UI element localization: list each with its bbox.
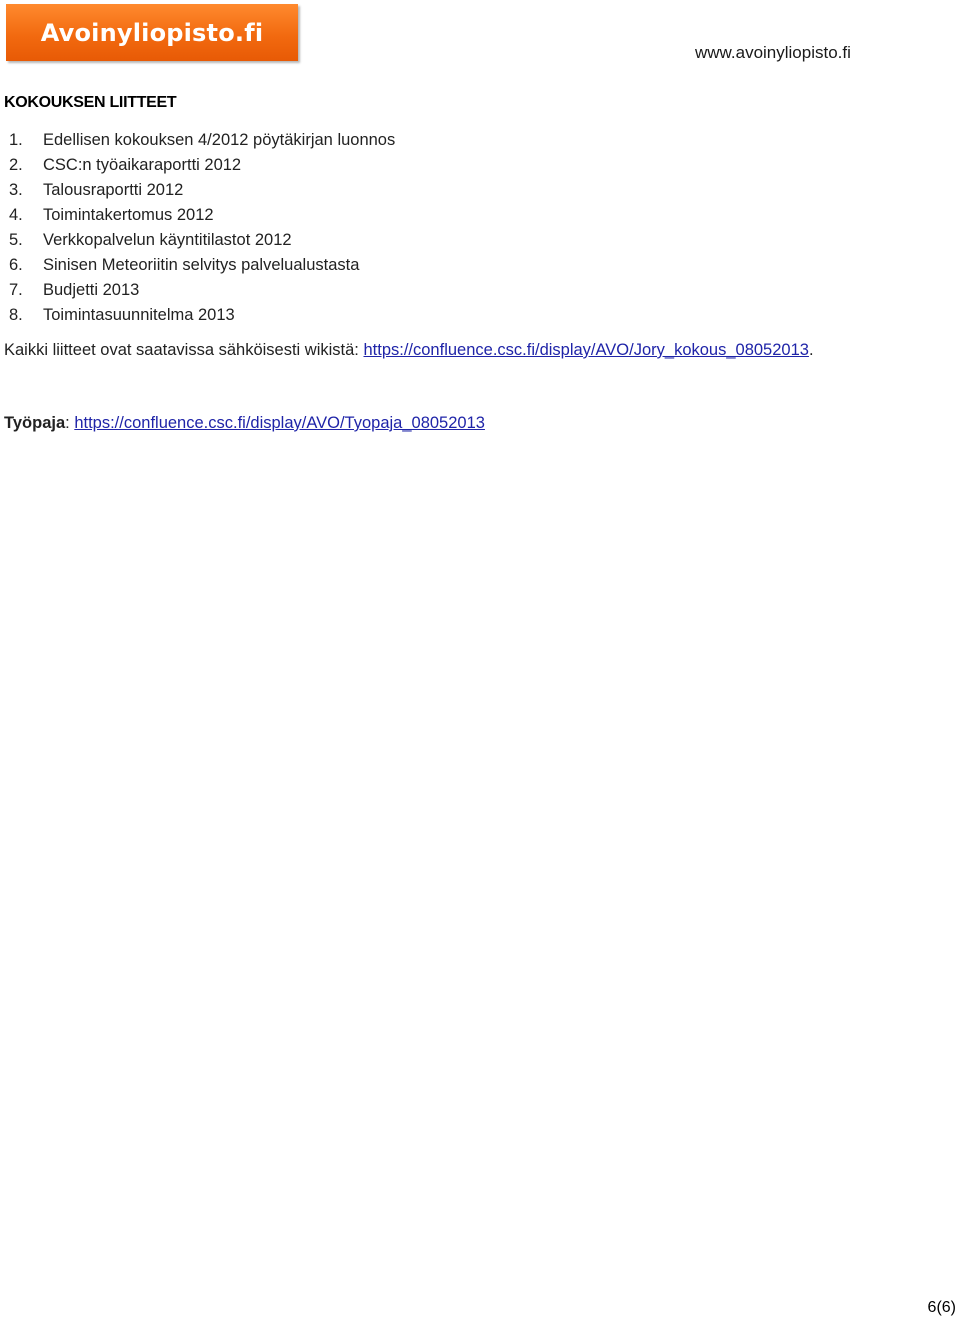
list-item (0, 228, 395, 253)
wiki-note (4, 341, 814, 360)
list-item-number: 7. (9, 281, 23, 299)
list-item (0, 128, 395, 153)
list-item (0, 303, 395, 328)
list-item-number: 4. (9, 206, 23, 224)
logo-text: Avoinyliopisto.fi (40, 18, 264, 47)
attachment-list (0, 128, 395, 328)
workshop-label: Työpaja (4, 414, 66, 432)
list-item-text: Toimintasuunnitelma 2013 (43, 306, 235, 324)
site-url: www.avoinyliopisto.fi (695, 43, 851, 62)
list-item-number: 1. (9, 131, 23, 149)
page-number: 6(6) (927, 1299, 956, 1316)
list-item-text: Sinisen Meteoriitin selvitys palvelualustasta (43, 256, 360, 274)
list-item (0, 278, 395, 303)
list-item-number: 8. (9, 306, 23, 324)
list-item-text: Toimintakertomus 2012 (43, 206, 214, 224)
list-item (0, 153, 395, 178)
list-item-text: Talousraportti 2012 (43, 181, 184, 199)
wiki-note-suffix: . (808, 341, 814, 359)
list-item-number: 6. (9, 256, 23, 274)
list-item-number: 5. (9, 231, 23, 249)
wiki-note-text: Kaikki liitteet ovat saatavissa sähköisesti wikistä: (4, 341, 364, 359)
list-item-text: CSC:n työaikaraportti 2012 (43, 156, 242, 174)
avoinyliopisto-logo (6, 4, 298, 61)
list-item-number: 3. (9, 181, 23, 199)
list-item (0, 203, 395, 228)
workshop-separator: : (65, 414, 75, 432)
section-title: KOKOUKSEN LIITTEET (4, 94, 177, 111)
workshop-link[interactable]: https://confluence.csc.fi/display/AVO/Tyopaja_08052013 (74, 414, 485, 432)
list-item-text: Verkkopalvelun käyntitilastot 2012 (43, 231, 292, 249)
list-item (0, 253, 395, 278)
wiki-link[interactable]: https://confluence.csc.fi/display/AVO/Jory_kokous_08052013 (363, 341, 809, 359)
workshop-line (4, 414, 485, 433)
list-item-text: Budjetti 2013 (43, 281, 140, 299)
list-item-number: 2. (9, 156, 23, 174)
list-item-text: Edellisen kokouksen 4/2012 pöytäkirjan luonnos (43, 131, 396, 149)
list-item (0, 178, 395, 203)
